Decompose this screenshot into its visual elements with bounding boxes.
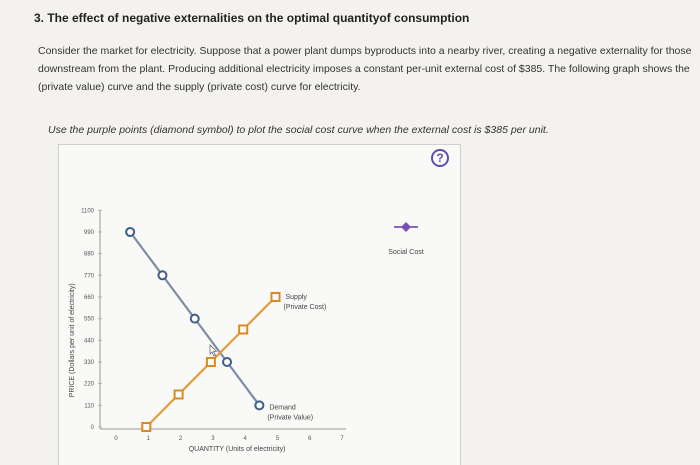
x-axis-label: QUANTITY (Units of electricity) <box>188 446 286 453</box>
demand-point <box>158 271 166 279</box>
intro-line: downstream from the plant. Producing additional electricity imposes a constant per-unit external cost of $385. The following graph shows the <box>38 63 690 75</box>
demand-point <box>191 315 199 323</box>
demand-point <box>223 358 231 366</box>
social-cost-diamond-tool[interactable] <box>401 222 411 232</box>
y-tick-label: 440 <box>83 338 94 345</box>
x-tick-label: 4 <box>243 436 247 442</box>
question-title: 3. The effect of negative externalities on the optimal quantityof consumption <box>34 11 470 25</box>
demand-sublabel: (Private Value) <box>267 414 314 422</box>
y-tick-label: 330 <box>83 359 94 366</box>
y-tick-label: 990 <box>83 229 94 236</box>
x-tick-label: 5 <box>275 436 280 442</box>
demand-point <box>255 401 263 409</box>
x-tick-label: 2 <box>178 436 183 442</box>
supply-point <box>272 293 280 301</box>
instruction-text: Use the purple points (diamond symbol) to plot the social cost curve when the external cost is $385 per unit. <box>48 124 549 136</box>
y-tick-label: 0 <box>90 425 94 431</box>
x-tick-label: 0 <box>114 436 118 442</box>
demand-label: Demand <box>269 404 296 412</box>
y-tick-label: 550 <box>83 316 94 323</box>
y-tick-label: 220 <box>83 381 94 388</box>
x-tick-label: 1 <box>146 436 150 442</box>
x-tick-label: 7 <box>340 436 344 442</box>
intro-line: (private value) curve and the supply (private cost) curve for electricity. <box>38 81 361 93</box>
y-tick-label: 880 <box>83 251 94 258</box>
y-axis-label: PRICE (Dollars per unit of electricity) <box>69 283 76 398</box>
supply-point <box>207 358 215 366</box>
y-tick-label: 660 <box>83 294 94 301</box>
demand-point <box>126 228 134 236</box>
supply-point <box>142 423 150 431</box>
x-tick-label: 6 <box>308 436 312 442</box>
x-tick-label: 3 <box>211 436 215 442</box>
social-cost-label: Social Cost <box>388 249 424 256</box>
y-tick-label: 770 <box>83 273 94 280</box>
supply-label: Supply <box>285 293 307 301</box>
y-tick-label: 110 <box>84 403 94 410</box>
y-tick-label: 1100 <box>81 208 94 215</box>
supply-sublabel: (Private Cost) <box>283 303 327 311</box>
intro-line: Consider the market for electricity. Suppose that a power plant dumps byproducts into a nearby river, creating a negative externality for those <box>38 45 692 57</box>
supply-point <box>175 390 183 398</box>
help-button[interactable]: ? <box>431 149 449 167</box>
supply-point <box>239 325 247 333</box>
